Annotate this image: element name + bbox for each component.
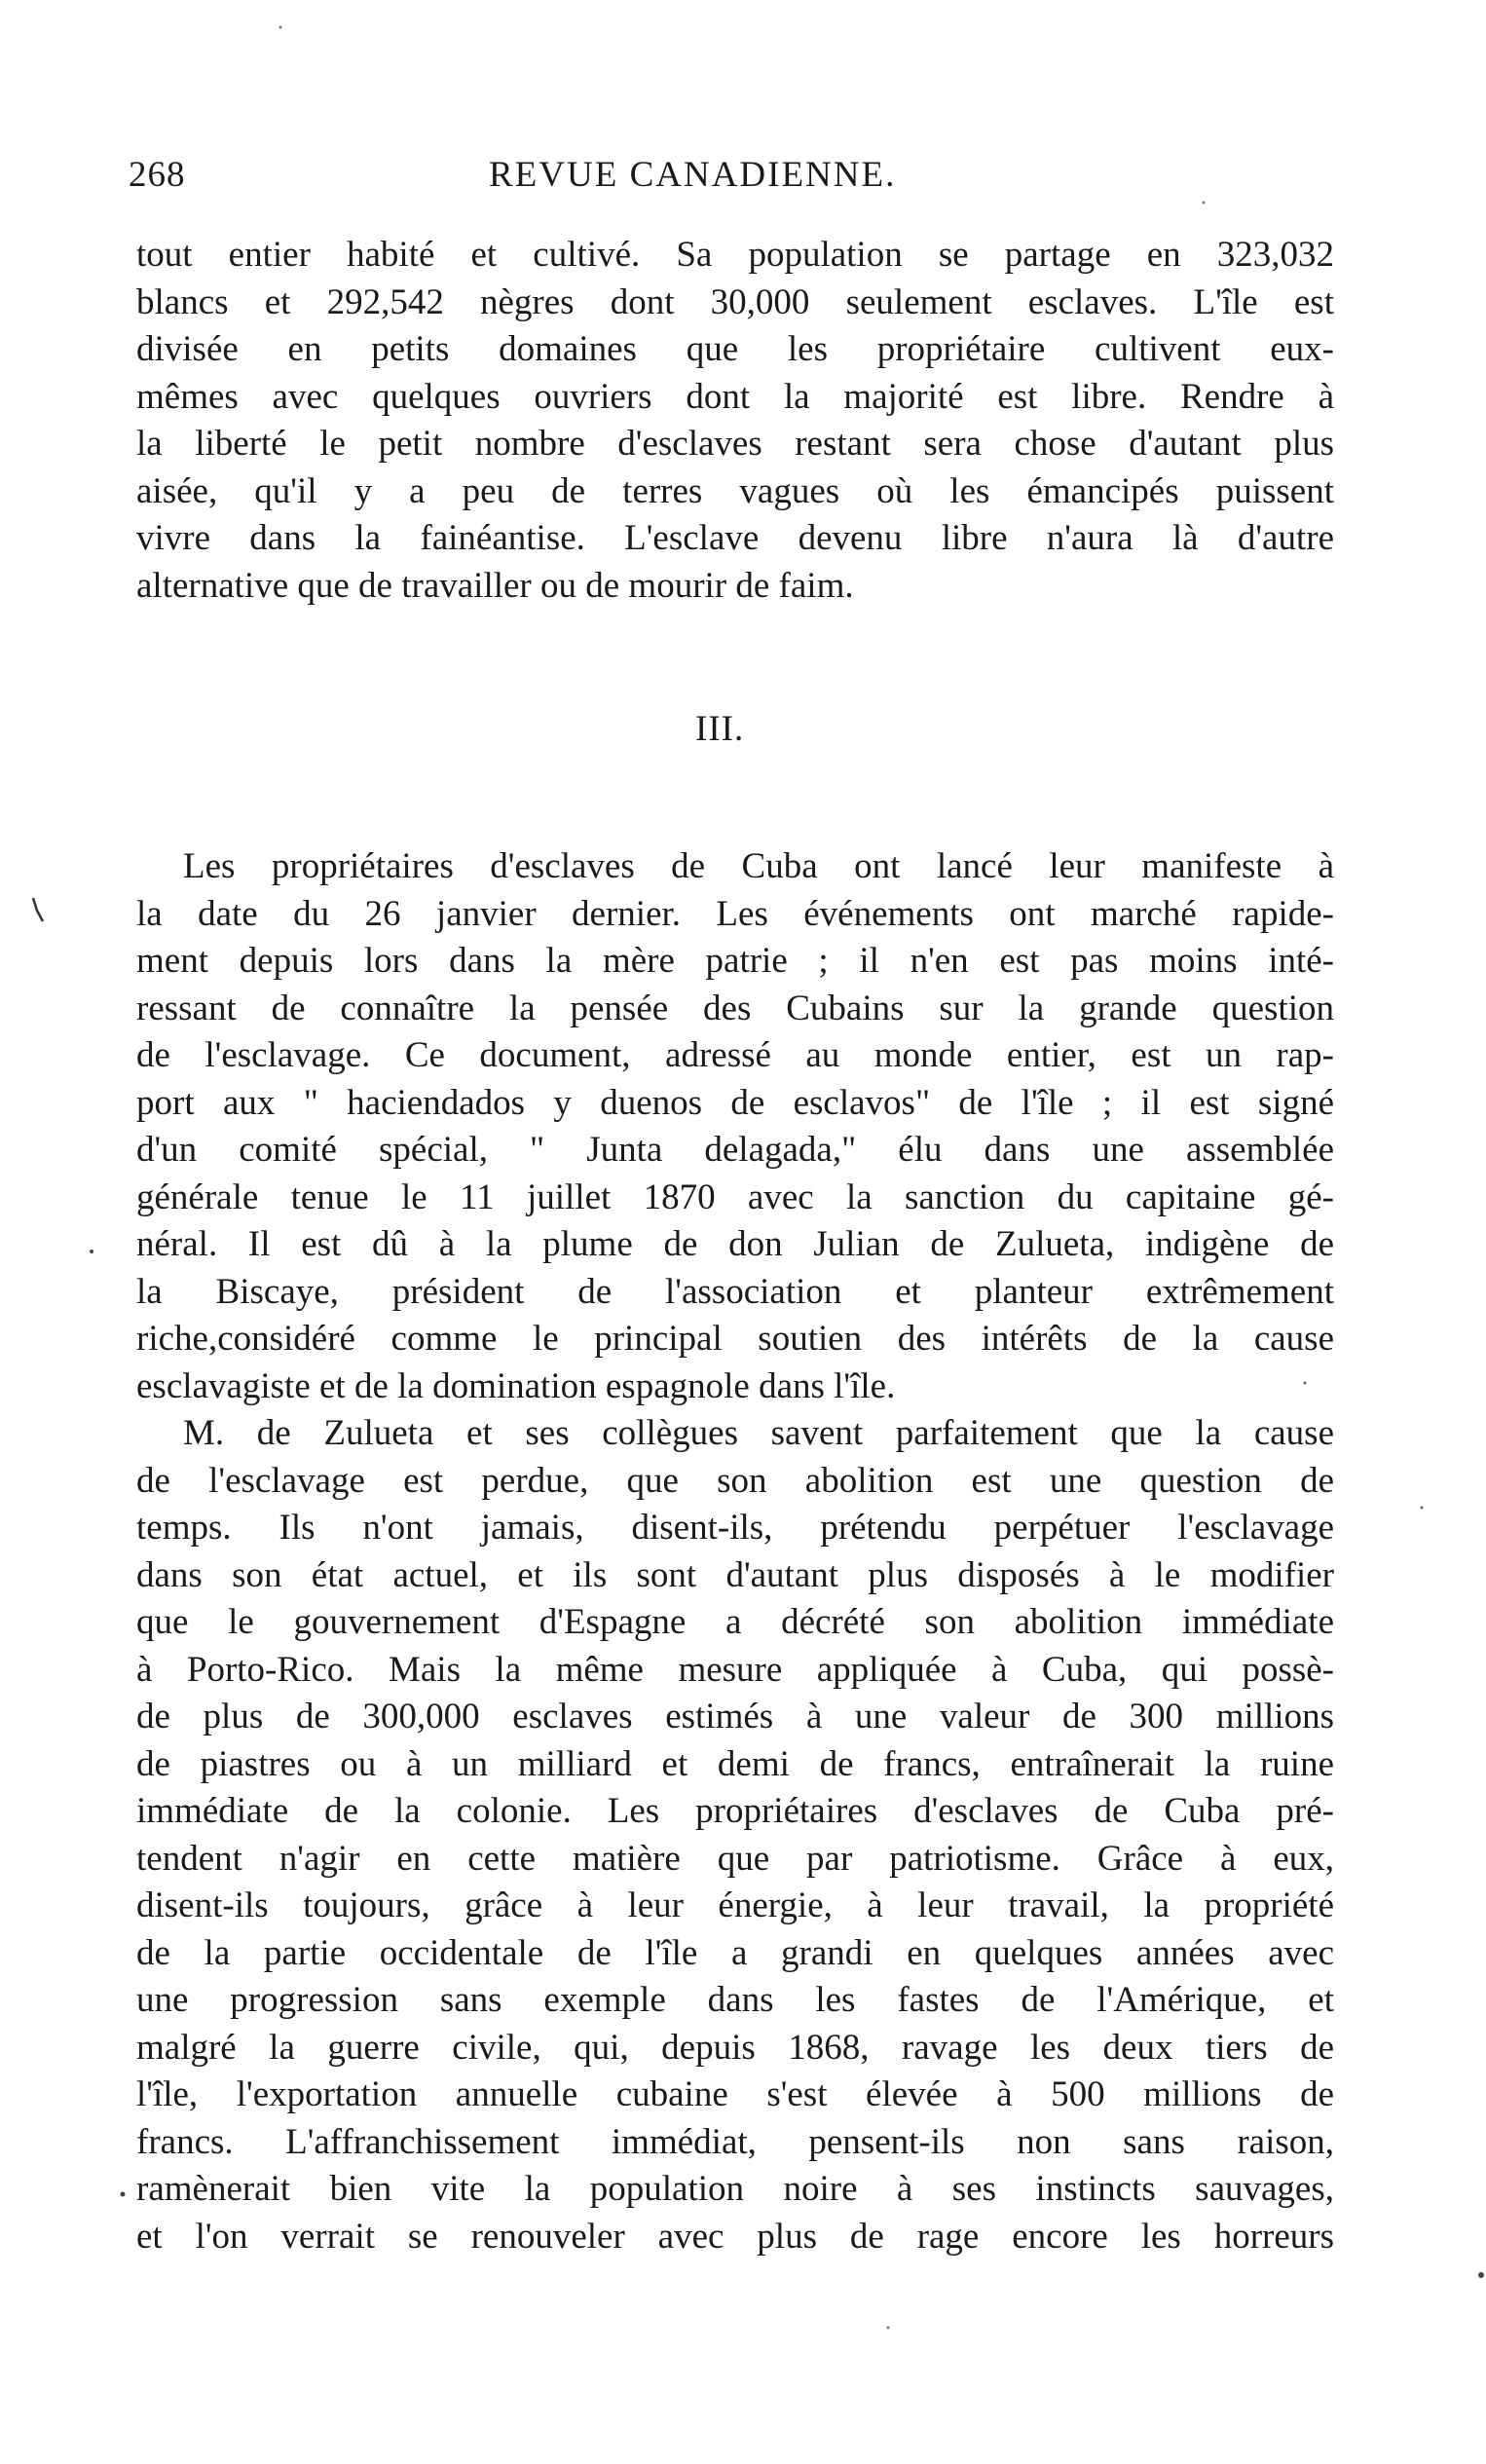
text-line: de l'esclavage. Ce document, adressé au monde entier, est un rap- — [136, 1035, 1334, 1075]
text-line: à Porto-Rico. Mais la même mesure appliquée à Cuba, qui possè- — [136, 1649, 1334, 1690]
text-line: M. de Zulueta et ses collègues savent parfaitement que la cause — [183, 1413, 1334, 1453]
text-line: une progression sans exemple dans les fastes de l'Amérique, et — [136, 1980, 1334, 2020]
text-line: tendent n'agir en cette matière que par patriotisme. Grâce à eux, — [136, 1838, 1334, 1879]
text-line: disent-ils toujours, grâce à leur énergie, à leur travail, la propriété — [136, 1885, 1334, 1925]
text-line: riche,considéré comme le principal soutien des intérêts de la cause — [136, 1319, 1334, 1359]
ink-speck — [1478, 2272, 1484, 2278]
text-line: malgré la guerre civile, qui, depuis 1868, ravage les deux tiers de — [136, 2027, 1334, 2068]
text-line: d'un comité spécial, " Junta delagada," élu dans une assemblée — [136, 1130, 1334, 1170]
text-line: temps. Ils n'ont jamais, disent-ils, prétendu perpétuer l'esclavage — [136, 1508, 1334, 1548]
text-line: mêmes avec quelques ouvriers dont la majorité est libre. Rendre à — [136, 376, 1334, 417]
text-line: dans son état actuel, et ils sont d'autant plus disposés à le modifier — [136, 1554, 1334, 1595]
section-body — [136, 843, 1334, 2260]
text-line: esclavagiste et de la domination espagnole dans l'île. — [136, 1365, 896, 1406]
paragraph-continuation — [136, 232, 1334, 610]
text-line: la liberté le petit nombre d'esclaves restant sera chose d'autant plus — [136, 424, 1334, 464]
text-line: de piastres ou à un milliard et demi de francs, entraînerait la ruine — [136, 1743, 1334, 1784]
text-line: ment depuis lors dans la mère patrie ; il n'en est pas moins inté- — [136, 941, 1334, 981]
ink-speck — [887, 2327, 890, 2330]
text-line: l'île, l'exportation annuelle cubaine s'est élevée à 500 millions de — [136, 2074, 1334, 2114]
text-line: que le gouvernement d'Espagne a décrété son abolition immédiate — [136, 1602, 1334, 1642]
text-line: immédiate de la colonie. Les propriétaires d'esclaves de Cuba pré- — [136, 1791, 1334, 1831]
text-line: de la partie occidentale de l'île a grandi en quelques années avec — [136, 1932, 1334, 1973]
text-line: aisée, qu'il y a peu de terres vagues où les émancipés puissent — [136, 470, 1334, 511]
text-line: ressant de connaître la pensée des Cubains sur la grande question — [136, 988, 1334, 1028]
page-number: 268 — [129, 155, 186, 195]
text-line: blancs et 292,542 nègres dont 30,000 seulement esclaves. L'île est — [136, 281, 1334, 322]
text-line: ramènerait bien vite la population noire à ses instincts sauvages, — [136, 2169, 1334, 2209]
text-line: de l'esclavage est perdue, que son abolition est une question de — [136, 1460, 1334, 1501]
text-line: alternative que de travailler ou de mourir de faim. — [136, 565, 854, 606]
ink-speck — [1421, 1507, 1424, 1510]
text-line: Les propriétaires d'esclaves de Cuba ont lancé leur manifeste à — [183, 846, 1334, 886]
text-line: la Biscaye, président de l'association et planteur extrêmement — [136, 1271, 1334, 1312]
text-line: générale tenue le 11 juillet 1870 avec la sanction du capitaine gé- — [136, 1176, 1334, 1217]
running-head — [129, 154, 1317, 205]
text-line: de plus de 300,000 esclaves estimés à une valeur de 300 millions — [136, 1697, 1334, 1736]
text-line: francs. L'affranchissement immédiat, pensent-ils non sans raison, — [136, 2121, 1334, 2162]
text-line: et l'on verrait se renouveler avec plus de rage encore les horreurs — [136, 2216, 1334, 2257]
journal-title: REVUE CANADIENNE. — [489, 155, 897, 195]
text-line: port aux " haciendados y duenos de esclavos" de l'île ; il est signé — [136, 1082, 1334, 1123]
ink-speck — [90, 1250, 93, 1253]
text-line: néral. Il est dû à la plume de don Julian de Zulueta, indigène de — [136, 1224, 1334, 1264]
text-line: la date du 26 janvier dernier. Les événements ont marché rapide- — [136, 893, 1334, 934]
section-heading: III. — [695, 709, 745, 749]
text-line: vivre dans la fainéantise. L'esclave devenu libre n'aura là d'autre — [136, 518, 1334, 558]
text-line: divisée en petits domaines que les propriétaire cultivent eux- — [136, 329, 1334, 369]
ink-speck — [279, 26, 282, 29]
ink-speck — [121, 2192, 126, 2197]
margin-mark — [33, 898, 43, 921]
text-line: tout entier habité et cultivé. Sa population se partage en 323,032 — [136, 235, 1334, 275]
